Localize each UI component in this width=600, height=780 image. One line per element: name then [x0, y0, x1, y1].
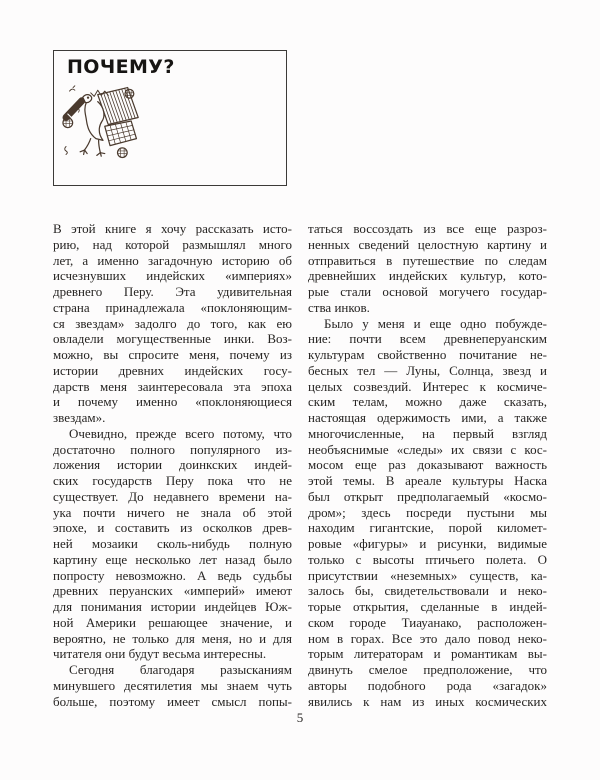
text-line: ной Америки решающее значение, и: [53, 614, 292, 630]
text-line: находим гигантские, порой километ-: [308, 520, 547, 536]
text-line: достаточно полного популярного из-: [53, 441, 292, 457]
text-line: таться воссоздать из все еще разроз-: [308, 221, 547, 236]
text-line: залось бы, свидетельствовали и неко-: [308, 583, 547, 599]
text-line: ся звездам» задолго до того, как ею: [53, 315, 292, 331]
text-line: Сегодня благодаря разысканиям: [69, 662, 292, 677]
text-line: Очевидно, прежде всего потому, что: [69, 425, 292, 441]
text-line: звездам».: [53, 410, 106, 425]
text-line: древних перуанских «империй» имеют: [53, 583, 292, 599]
text-line: В этой книге я хочу рассказать исто-: [53, 221, 292, 236]
text-line: ским телам, можно даже сказать,: [308, 394, 547, 410]
text-line: отправиться в путешествие по следам: [308, 252, 547, 268]
paragraph: [308, 316, 547, 710]
text-line: картину еще несколько лет назад было: [53, 551, 292, 567]
text-line: можно, вы спросите меня, почему из: [53, 347, 292, 362]
text-line: торым литераторам и романтикам вы-: [308, 646, 547, 662]
text-line: был открыт предполагаемый «космо-: [308, 488, 547, 504]
text-line: для понимания истории индейцев Юж-: [53, 599, 292, 614]
text-line: ских государств Перу пока что не: [53, 473, 292, 488]
text-line: целых созвездий. Интерес к космиче-: [308, 378, 547, 394]
text-line: читателя они будут весьма интересны.: [53, 646, 267, 662]
paragraph: [53, 221, 292, 426]
text-line: овладели могущественные инки. Воз-: [53, 331, 292, 347]
text-line: присутствии «неземных» существ, ка-: [308, 567, 547, 583]
text-line: многочисленные, на первый взгляд: [308, 425, 547, 441]
text-line: ненных сведений целостную картину и: [308, 236, 547, 252]
text-line: ства инков.: [308, 299, 370, 315]
text-line: необъяснимые «следы» их связи с кос-: [308, 441, 547, 457]
paragraph: [53, 662, 292, 709]
text-line: дром»; здесь посреди пустыни мы: [308, 504, 547, 520]
text-line: исчезнувших индейских «империях»: [53, 268, 292, 284]
text-line: ровые «фигуры» и рисунки, видимые: [308, 536, 547, 551]
text-line: минувшего десятилетия мы знаем чуть: [53, 677, 292, 693]
text-line: попросту невозможно. А ведь судьбы: [53, 567, 292, 583]
text-line: мосом еще раз доказывают важность: [308, 457, 547, 473]
left-text-column: [53, 221, 292, 709]
text-line: и почему именно «поклоняющиеся: [53, 394, 292, 410]
chapter-title: ПОЧЕМУ?: [67, 56, 175, 78]
paragraph: [308, 221, 547, 316]
text-line: ском городе Тиауанако, расположен-: [308, 614, 547, 630]
right-text-column: [308, 221, 547, 709]
text-line: больше, поэтому имеет смысл попы-: [53, 693, 292, 709]
text-line: явились к нам из иных космических: [308, 693, 547, 709]
text-line: рые стали основой могучего государ-: [308, 284, 547, 299]
text-line: рию, над которой размышлял много: [53, 236, 292, 252]
text-line: ней мозаики сколь-нибудь полную: [53, 536, 292, 551]
text-line: ном в горах. Все это дало повод неко-: [308, 630, 547, 646]
text-line: дарств меня заинтересовала эта эпоха: [53, 378, 292, 394]
text-line: ние: почти всем древнеперуанским: [308, 331, 547, 347]
text-line: только с высоты птичьего полета. О: [308, 551, 547, 567]
text-line: лет, а именно загадочную историю об: [53, 252, 292, 268]
text-line: торые открытия, сделанные в индей-: [308, 599, 547, 614]
text-line: этой темы. В ареале культуры Наска: [308, 473, 547, 488]
text-line: эпохе, и составить из осколков древ-: [53, 520, 292, 536]
text-line: существует. До недавнего времени на-: [53, 488, 292, 504]
text-columns: [53, 221, 547, 709]
text-line: древнейших индейских культур, кото-: [308, 268, 547, 284]
text-line: вероятно, не только для меня, но и для: [53, 630, 292, 646]
text-line: древнего Перу. Эта удивительная: [53, 284, 292, 299]
chapter-header-box: [53, 50, 287, 186]
text-line: двинуть смелое предположение, что: [308, 662, 547, 677]
text-line: ука почти ничего не знала об этой: [53, 504, 292, 520]
text-line: культурам свойственно почитание не-: [308, 347, 547, 362]
text-line: настоящая одержимость ими, а также: [308, 410, 547, 425]
page-number: 5: [296, 710, 304, 725]
text-line: ложения истории доинкских индей-: [53, 457, 292, 473]
text-line: страна принадлежала «поклоняющим-: [53, 299, 292, 315]
text-line: бесных тел — Луны, Солнца, звезд и: [308, 362, 547, 378]
text-line: истории древних индейских госу-: [53, 362, 292, 378]
nazca-bird-illustration: [59, 82, 147, 160]
text-line: авторы подобного рода «загадок»: [308, 677, 547, 693]
paragraph: [53, 426, 292, 662]
text-line: Было у меня и еще одно побужде-: [324, 315, 547, 331]
